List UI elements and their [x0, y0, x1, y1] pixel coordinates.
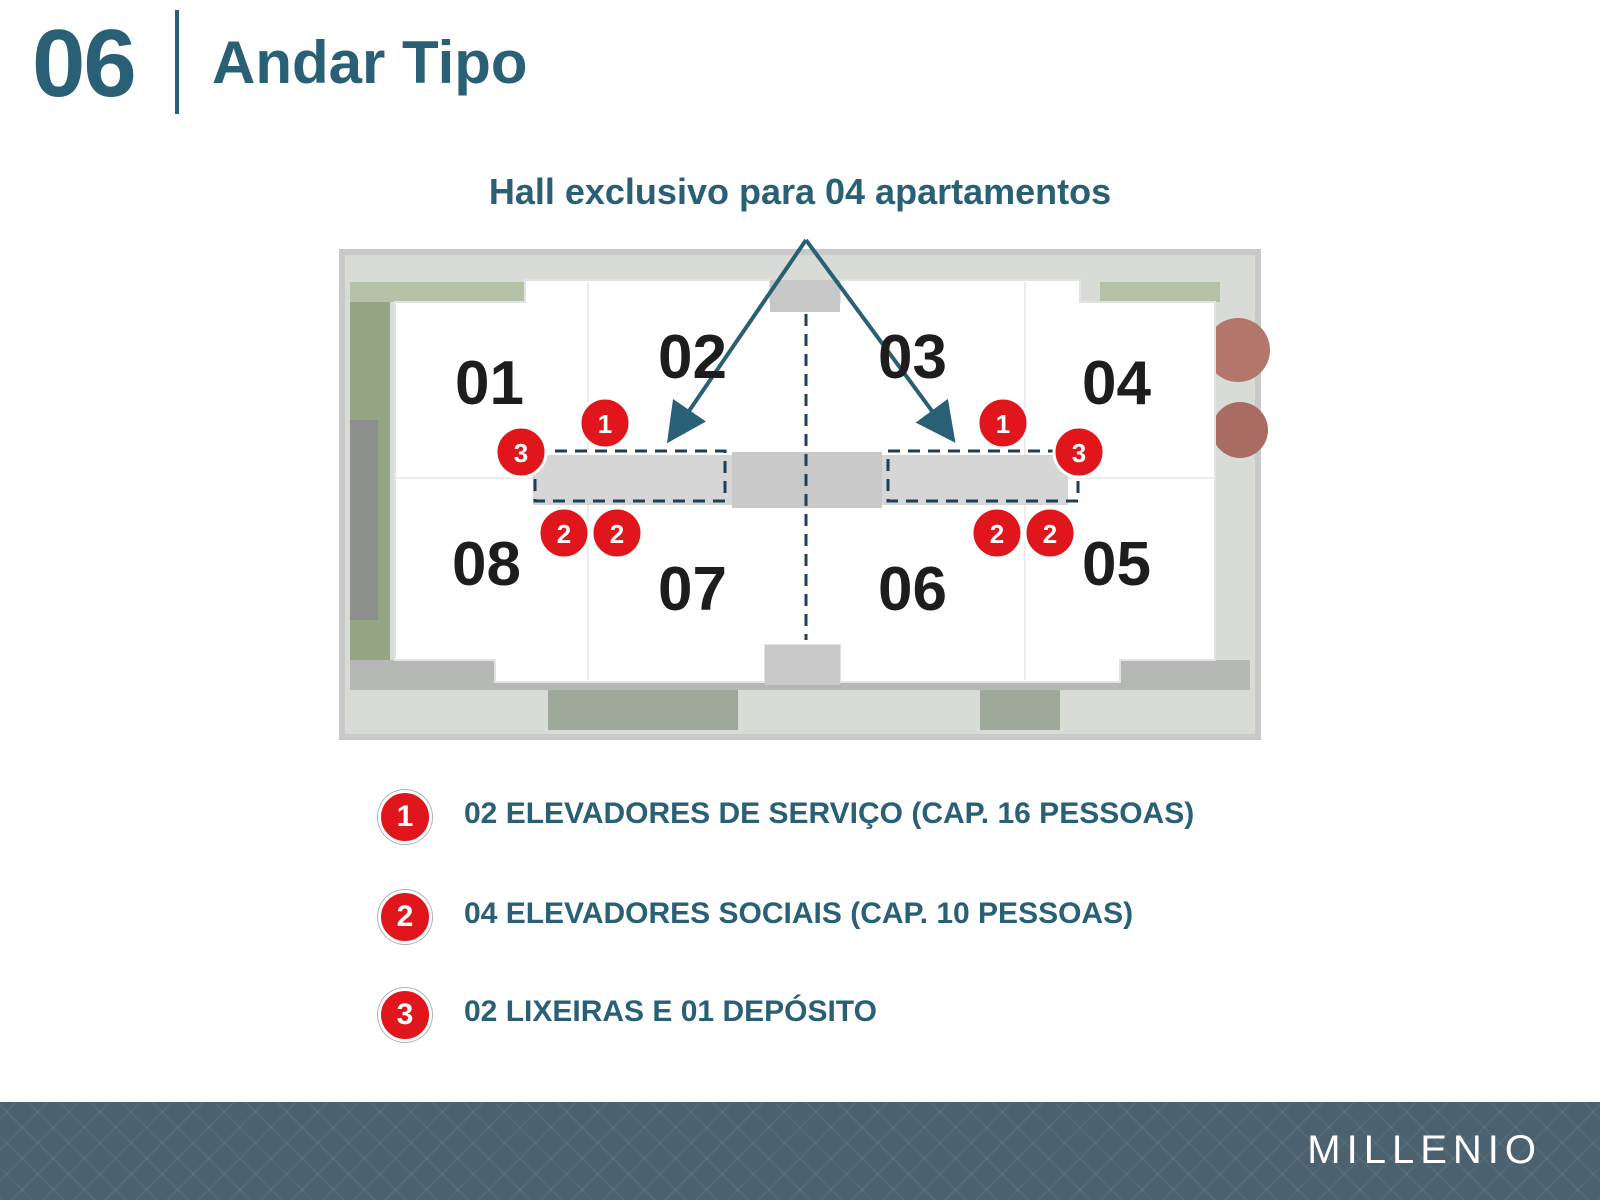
footer-bar: [0, 1102, 1600, 1200]
entrance-bottom: [765, 645, 840, 685]
svg-text:2: 2: [989, 519, 1005, 549]
marker-3-right: [1054, 427, 1104, 477]
marker-2-right-a: [972, 508, 1022, 558]
plan-caption: Hall exclusivo para 04 apartamentos: [488, 171, 1112, 212]
slide-title: Andar Tipo: [212, 29, 528, 96]
marker-2-left-a: [539, 508, 589, 558]
unit-label: 08: [452, 530, 521, 599]
brand-logo: MILLENIO: [1307, 1128, 1542, 1172]
garden-top-left: [350, 282, 530, 302]
legend-item: [378, 790, 1278, 850]
slide-number: 06: [32, 10, 135, 117]
legend-text: 04 ELEVADORES SOCIAIS (CAP. 10 PESSOAS): [464, 897, 1134, 930]
unit-label: 01: [455, 349, 524, 418]
marker-3-left: [496, 427, 546, 477]
marker-1-right: [978, 398, 1028, 448]
svg-text:1: 1: [597, 409, 613, 439]
legend-marker: 1: [378, 790, 432, 844]
marker-2-left-b: [592, 508, 642, 558]
legend-text: 02 LIXEIRAS E 01 DEPÓSITO: [464, 995, 877, 1028]
svg-text:2: 2: [556, 519, 572, 549]
unit-label: 07: [658, 555, 727, 624]
garden-bottom: [548, 684, 738, 730]
pavement-left: [350, 420, 378, 620]
legend-item: [378, 890, 1278, 950]
unit-label: 06: [878, 555, 947, 624]
unit-label: 02: [658, 323, 727, 392]
marker-2-right-b: [1025, 508, 1075, 558]
svg-text:2: 2: [1042, 519, 1058, 549]
svg-text:1: 1: [995, 409, 1011, 439]
garden-top-right: [1100, 282, 1220, 302]
svg-text:2: 2: [609, 519, 625, 549]
unit-label: 05: [1082, 530, 1151, 599]
legend-marker: 2: [378, 890, 432, 944]
svg-text:3: 3: [513, 438, 529, 468]
svg-text:3: 3: [1071, 438, 1087, 468]
legend-marker: 3: [378, 988, 432, 1042]
legend-item: [378, 988, 1278, 1048]
marker-1-left: [580, 398, 630, 448]
entrance-notch: [770, 280, 840, 312]
unit-label: 04: [1082, 349, 1151, 418]
legend-text: 02 ELEVADORES DE SERVIÇO (CAP. 16 PESSOAS): [464, 797, 1195, 830]
tree: [1212, 402, 1268, 458]
garden-bottom: [980, 684, 1060, 730]
unit-label: 03: [878, 323, 947, 392]
